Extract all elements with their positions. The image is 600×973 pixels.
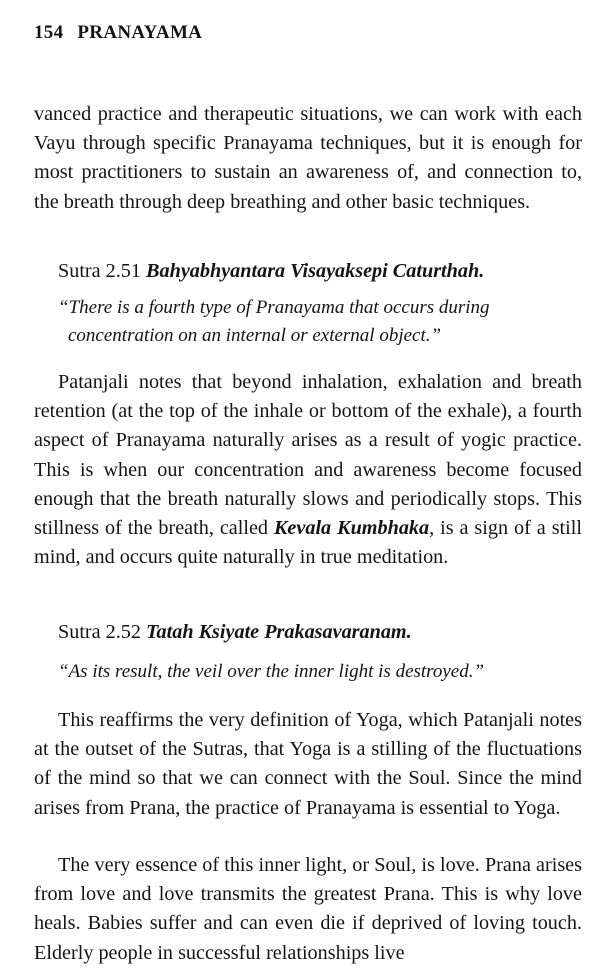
paragraph-continuation: vanced practice and therapeutic situations, we can work with each Vayu through specific Pranayama techniques, but it is enough for most practitioners to sustain an awareness of, and connection to, the breath through deep breathing and other basic techniques. — [34, 103, 582, 213]
sutra-title: Bahyabhyantara Visayaksepi Caturthah. — [146, 260, 485, 282]
paragraph-text: , is a sign of a still mind, and occurs quite naturally in true meditation. — [34, 517, 582, 569]
sutra-2-52-heading — [58, 618, 412, 646]
sutra-2-51-translation — [58, 294, 558, 350]
paragraph-text: Patanjali notes that beyond inhalation, exhalation and breath retention (at the top of the inhale or bottom of the exhale), a fourth aspect of Pranayama naturally arises as a result of yogic practice. This is when our concentration and awareness become focused enough that the breath naturally slows and periodically stops. This stillness of the breath, called — [34, 371, 582, 540]
paragraph-definition-of-yoga: This reaffirms the very definition of Yoga, which Patanjali notes at the outset of the Sutras, that Yoga is a stilling of the fluctuations of the mind so that we can connect with the Soul. Since the mind arises from Prana, the practice of Pranayama is essential to Yoga. — [34, 709, 582, 819]
paragraph-kevala-kumbhaka — [34, 368, 582, 572]
paragraph-love: The very essence of this inner light, or Soul, is love. Prana arises from love and love transmits the greatest Prana. This is why love heals. Babies suffer and can even die if deprived of loving touch. Elderly people in successful relationships live — [34, 854, 582, 964]
quote-line: “There is a fourth type of Pranayama that occurs during — [58, 297, 490, 318]
emphasized-term: Kevala Kumbhaka — [273, 517, 430, 540]
sutra-2-52-translation — [58, 658, 558, 686]
page-number: 154 — [34, 22, 64, 43]
chapter-title: PRANAYAMA — [77, 22, 203, 43]
quote-line: concentration on an internal or external object.” — [68, 325, 442, 346]
quote-line: “As its result, the veil over the inner light is destroyed.” — [58, 661, 485, 682]
running-head — [34, 22, 202, 44]
sutra-label: Sutra 2.51 — [58, 260, 141, 282]
sutra-2-51-heading — [58, 257, 484, 285]
sutra-label: Sutra 2.52 — [58, 621, 141, 643]
sutra-title: Tatah Ksiyate Prakasavaranam. — [146, 621, 412, 643]
